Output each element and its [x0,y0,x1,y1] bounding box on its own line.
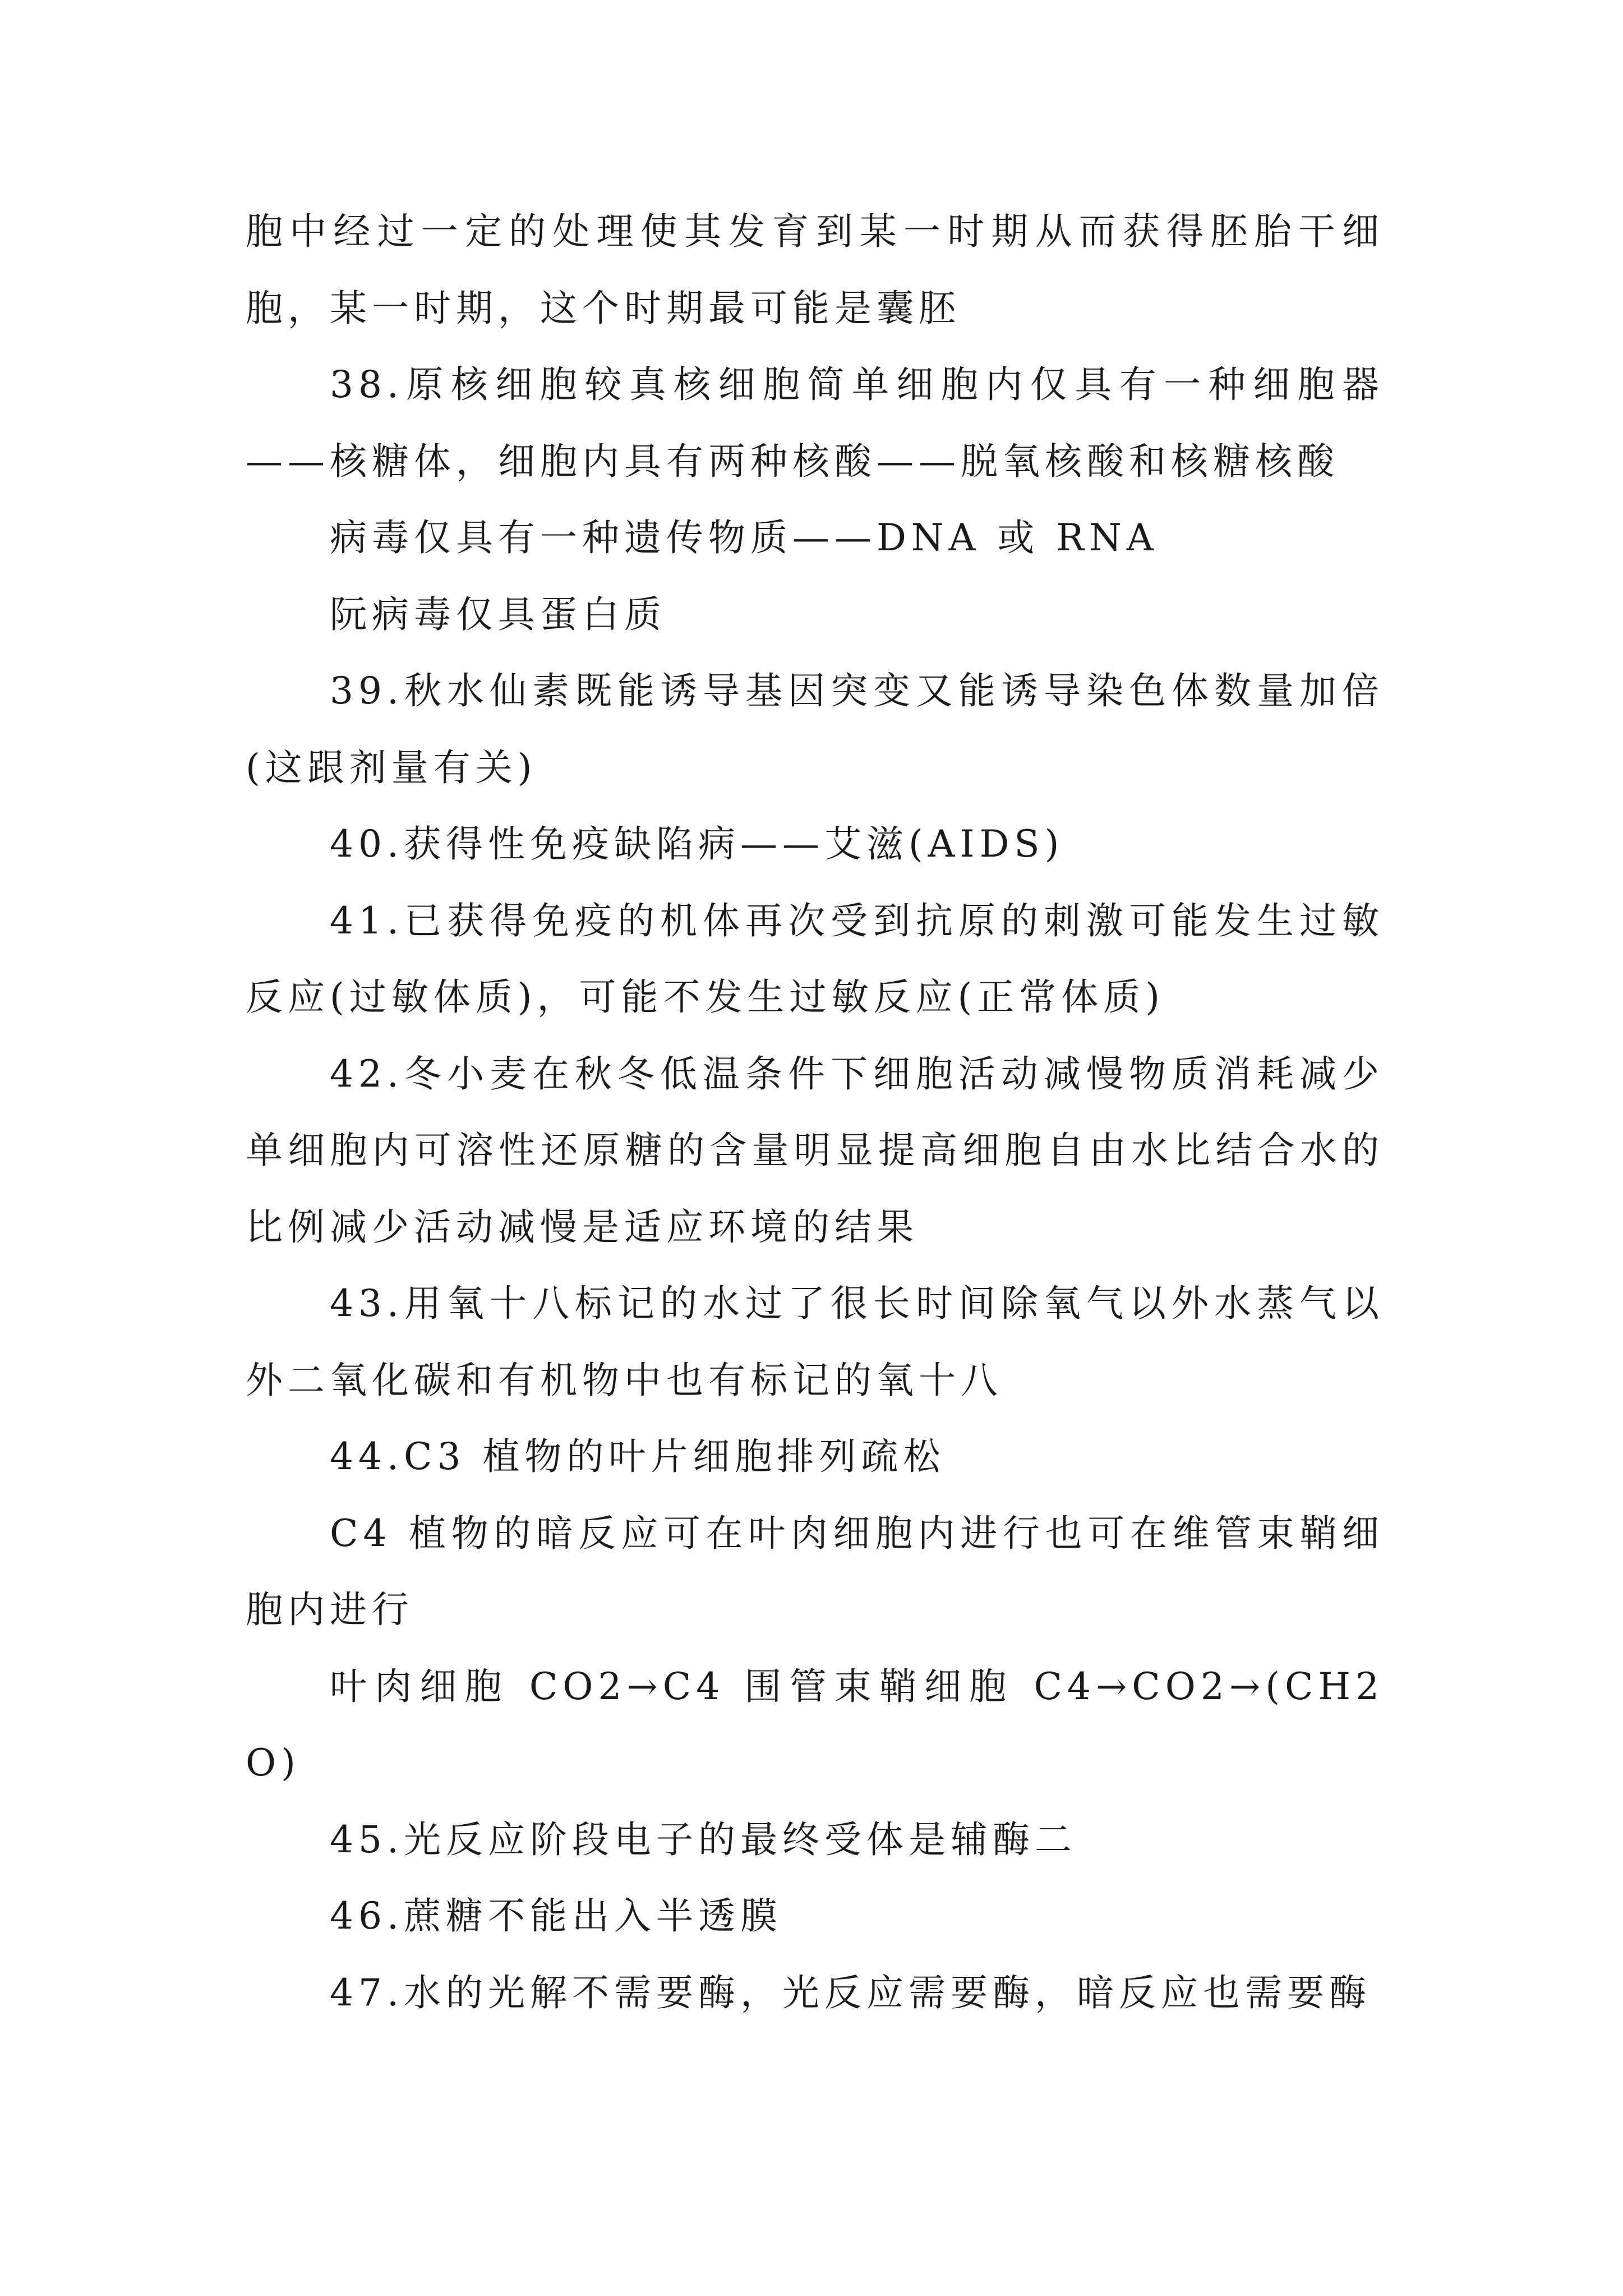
paragraph-continuation: 胞中经过一定的处理使其发育到某一时期从而获得胚胎干细胞，某一时期，这个时期最可能是囊胚 [246,210,1384,330]
paragraph-item-41: 41.已获得免疫的机体再次受到抗原的刺激可能发生过敏反应(过敏体质)，可能不发生过敏反应(正常体质) [246,899,1384,1019]
paragraph-item-47: 47.水的光解不需要酶，光反应需要酶，暗反应也需要酶 [330,1971,1371,2014]
paragraph-c4-plants: C4 植物的暗反应可在叶肉细胞内进行也可在维管束鞘细胞内进行 [246,1511,1384,1631]
paragraph-item-39: 39.秋水仙素既能诱导基因突变又能诱导染色体数量加倍(这跟剂量有关) [246,669,1384,789]
paragraph-item-43: 43.用氧十八标记的水过了很长时间除氧气以外水蒸气以外二氧化碳和有机物中也有标记的氧十八 [246,1282,1384,1402]
paragraph-item-45: 45.光反应阶段电子的最终受体是辅酶二 [330,1818,1077,1861]
paragraph-c4-pathway: 叶肉细胞 CO2→C4 围管束鞘细胞 C4→CO2→(CH2O) [246,1664,1384,1784]
paragraph-item-38: 38.原核细胞较真核细胞简单细胞内仅具有一种细胞器——核糖体，细胞内具有两种核酸——脱氧核酸和核糖核酸 [246,363,1384,483]
paragraph-prion: 阮病毒仅具蛋白质 [330,592,666,636]
paragraph-item-46: 46.蔗糖不能出入半透膜 [330,1894,782,1938]
body-text [246,194,1384,2031]
paragraph-item-40: 40.获得性免疫缺陷病——艾滋(AIDS) [330,822,1064,866]
paragraph-virus: 病毒仅具有一种遗传物质——DNA 或 RNA [330,516,1159,559]
paragraph-item-44: 44.C3 植物的叶片细胞排列疏松 [330,1435,946,1478]
paragraph-item-42: 42.冬小麦在秋冬低温条件下细胞活动减慢物质消耗减少单细胞内可溶性还原糖的含量明显提高细胞自由水比结合水的比例减少活动减慢是适应环境的结果 [246,1052,1384,1249]
